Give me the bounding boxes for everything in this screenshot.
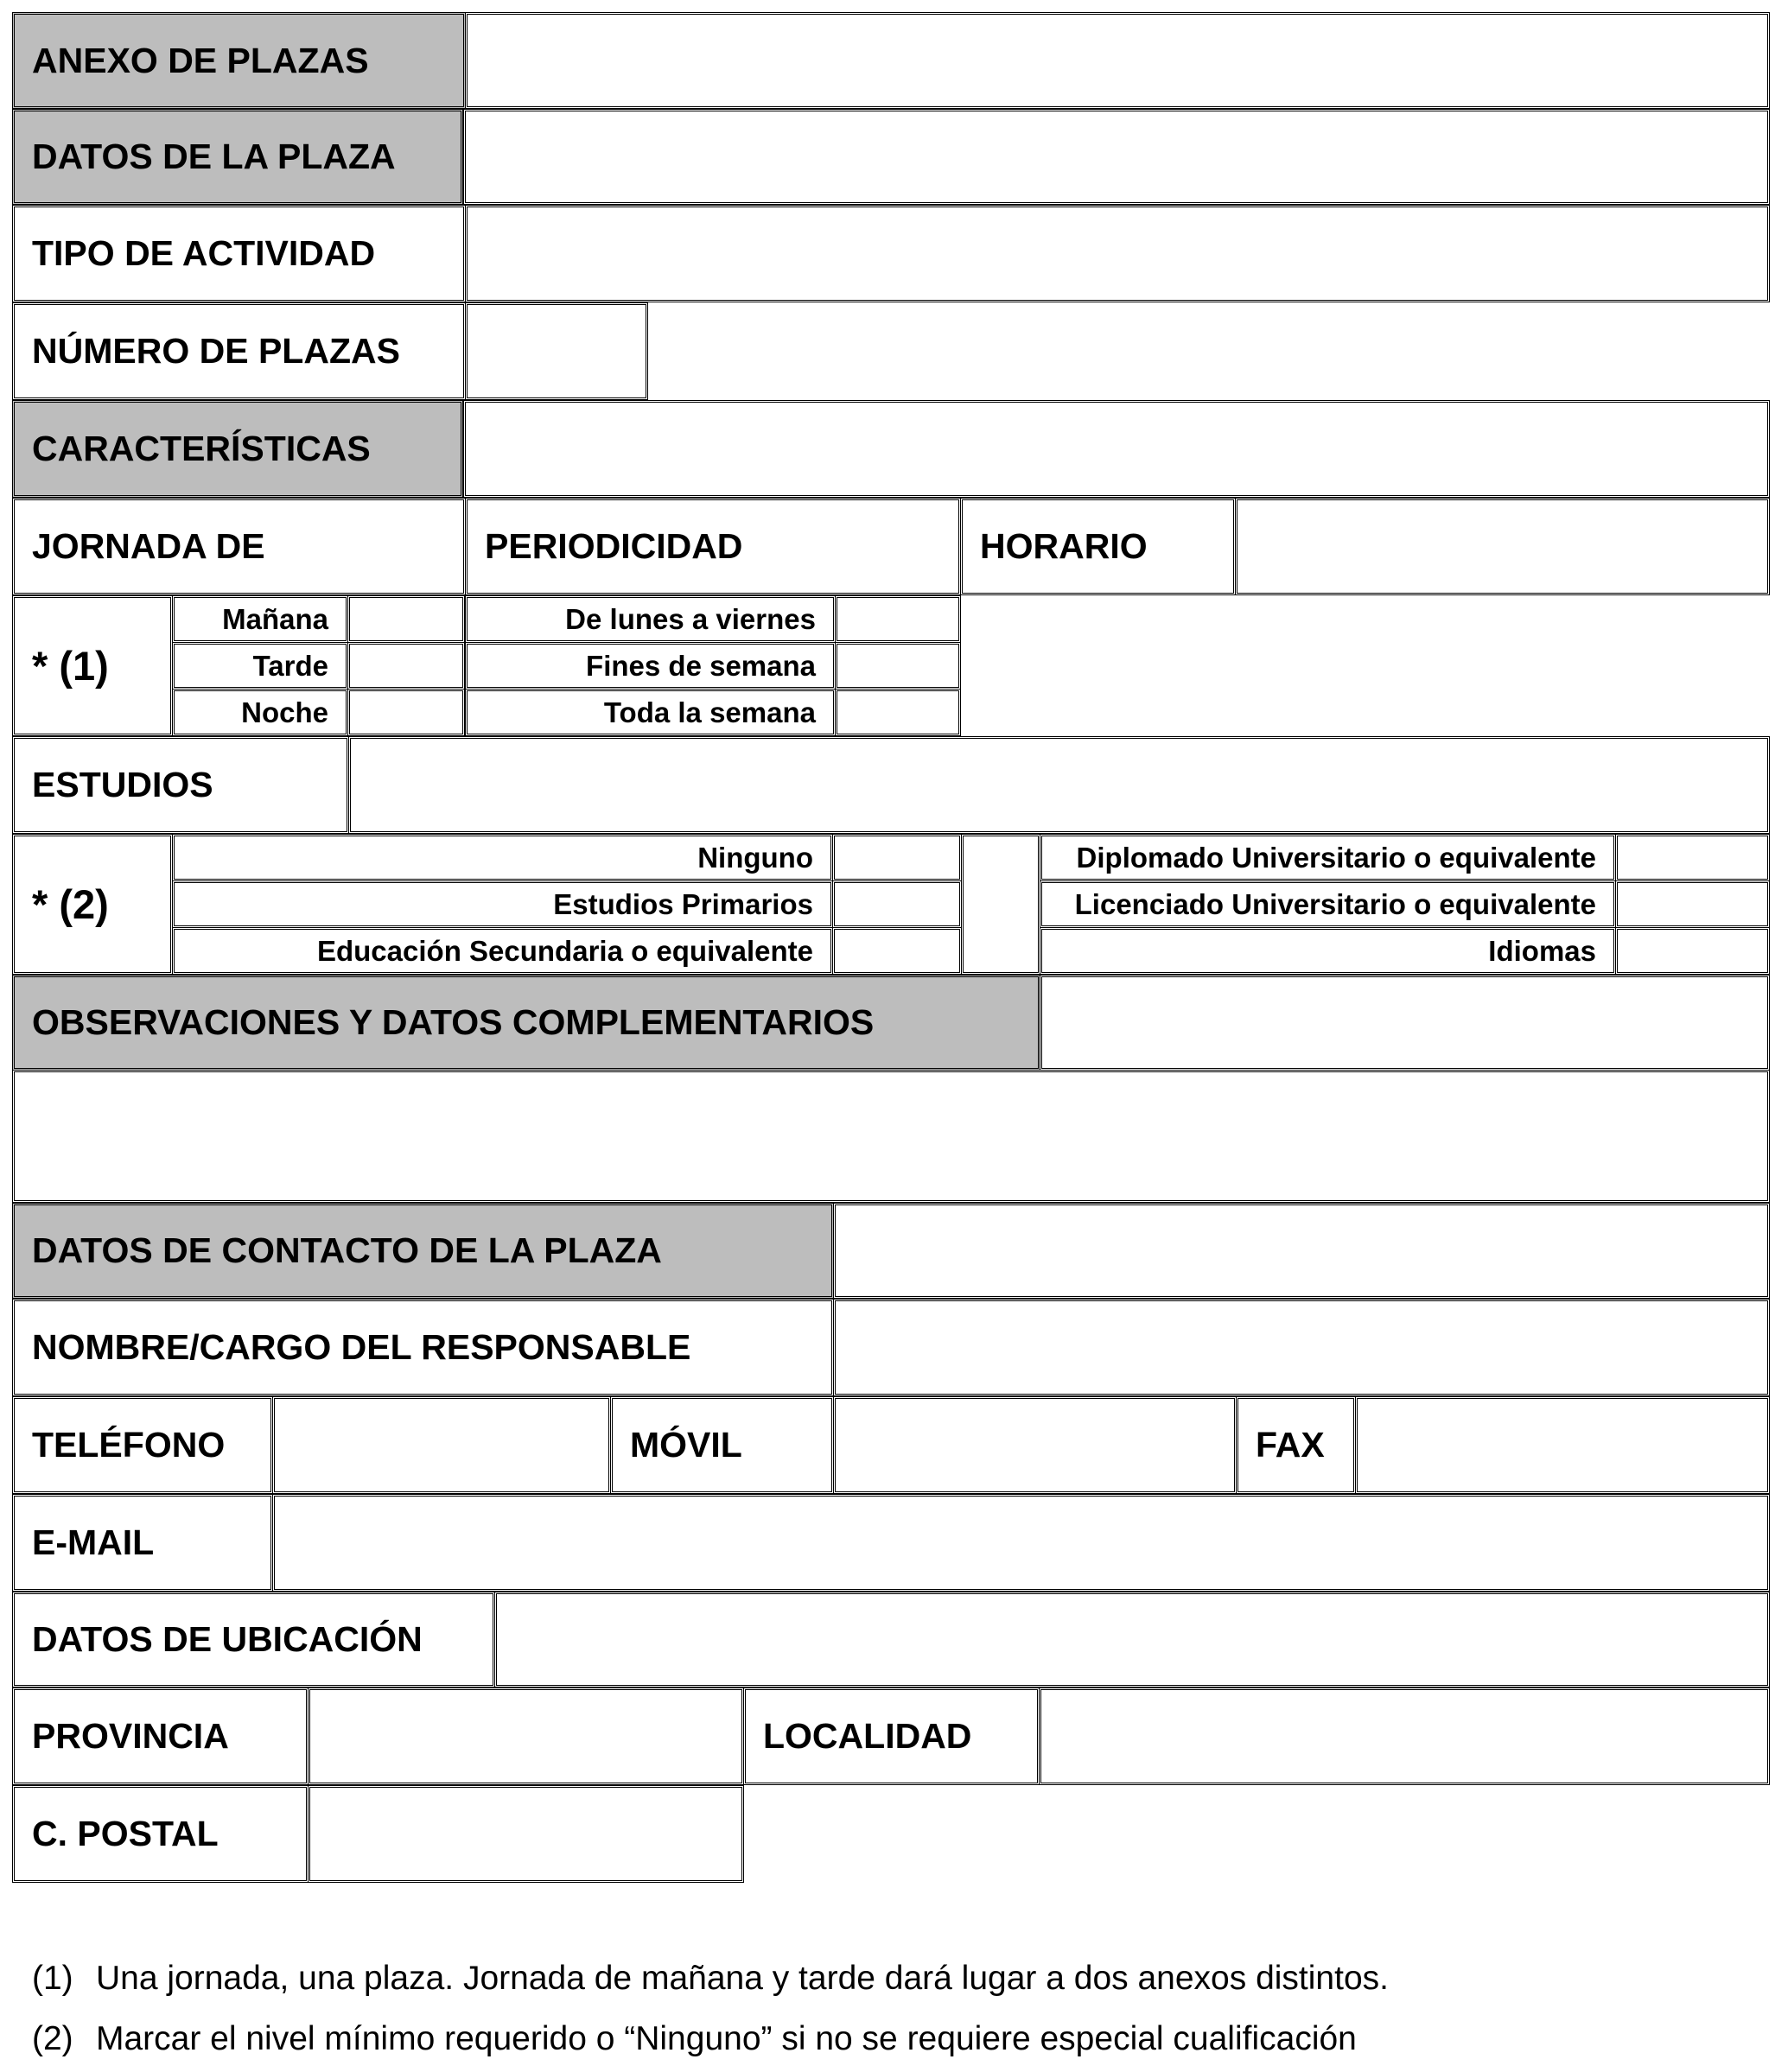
jornada-manana-label: Mañana bbox=[172, 595, 348, 643]
caracteristicas-label: CARACTERÍSTICAS bbox=[12, 400, 463, 498]
estudios-primarios-checkbox[interactable] bbox=[832, 880, 962, 928]
tipo-actividad-label: TIPO DE ACTIVIDAD bbox=[12, 205, 466, 302]
contacto-label: DATOS DE CONTACTO DE LA PLAZA bbox=[12, 1203, 834, 1299]
telefono-field[interactable] bbox=[272, 1396, 611, 1494]
jornada-tarde-label: Tarde bbox=[172, 642, 348, 690]
responsable-field[interactable] bbox=[833, 1299, 1770, 1396]
anexo-label: ANEXO DE PLAZAS bbox=[12, 12, 466, 109]
estudios-licenciado-checkbox[interactable] bbox=[1615, 880, 1770, 928]
postal-field[interactable] bbox=[308, 1785, 744, 1883]
telefono-label: TELÉFONO bbox=[12, 1396, 273, 1494]
observaciones-header-field[interactable] bbox=[1040, 975, 1770, 1071]
periodicidad-toda-semana-checkbox[interactable] bbox=[835, 689, 961, 736]
tipo-actividad-field[interactable] bbox=[465, 205, 1770, 302]
footnote-2 bbox=[32, 2020, 1357, 2058]
observaciones-field[interactable] bbox=[12, 1070, 1770, 1203]
estudios-secundaria-checkbox[interactable] bbox=[832, 927, 962, 975]
datos-plaza-label: DATOS DE LA PLAZA bbox=[12, 109, 463, 205]
footnote-1-number: (1) bbox=[32, 1960, 73, 1997]
estudios-secundaria-label: Educación Secundaria o equivalente bbox=[172, 927, 833, 975]
horario-label: HORARIO bbox=[960, 498, 1236, 595]
footnote-1-text: Una jornada, una plaza. Jornada de mañana y tarde dará lugar a dos anexos distintos. bbox=[96, 1960, 1389, 1997]
periodicidad-lunes-viernes-label: De lunes a viernes bbox=[465, 595, 836, 643]
email-label: E-MAIL bbox=[12, 1494, 273, 1592]
estudios-primarios-label: Estudios Primarios bbox=[172, 880, 833, 928]
periodicidad-fines-semana-checkbox[interactable] bbox=[835, 642, 961, 690]
jornada-noche-checkbox[interactable] bbox=[347, 689, 465, 736]
movil-field[interactable] bbox=[833, 1396, 1237, 1494]
datos-plaza-field[interactable] bbox=[463, 109, 1770, 205]
responsable-label: NOMBRE/CARGO DEL RESPONSABLE bbox=[12, 1299, 834, 1396]
postal-label: C. POSTAL bbox=[12, 1785, 309, 1883]
periodicidad-fines-semana-label: Fines de semana bbox=[465, 642, 836, 690]
estudios-ninguno-checkbox[interactable] bbox=[832, 834, 962, 881]
movil-label: MÓVIL bbox=[610, 1396, 834, 1494]
localidad-label: LOCALIDAD bbox=[743, 1687, 1040, 1785]
numero-plazas-field[interactable] bbox=[465, 302, 648, 400]
contacto-field[interactable] bbox=[833, 1203, 1770, 1299]
estudios-licenciado-label: Licenciado Universitario o equivalente bbox=[1040, 880, 1616, 928]
estudios-spacer bbox=[961, 834, 1040, 975]
footnote-1 bbox=[32, 1960, 1389, 1998]
provincia-label: PROVINCIA bbox=[12, 1687, 309, 1785]
ubicacion-label: DATOS DE UBICACIÓN bbox=[12, 1592, 495, 1687]
observaciones-label: OBSERVACIONES Y DATOS COMPLEMENTARIOS bbox=[12, 975, 1040, 1071]
estudios-note-marker: * (2) bbox=[12, 834, 173, 975]
numero-plazas-label: NÚMERO DE PLAZAS bbox=[12, 302, 466, 400]
periodicidad-toda-semana-label: Toda la semana bbox=[465, 689, 836, 736]
jornada-manana-checkbox[interactable] bbox=[347, 595, 465, 643]
fax-field[interactable] bbox=[1355, 1396, 1770, 1494]
fax-label: FAX bbox=[1236, 1396, 1356, 1494]
periodicidad-lunes-viernes-checkbox[interactable] bbox=[835, 595, 961, 643]
ubicacion-field[interactable] bbox=[494, 1592, 1770, 1687]
jornada-tarde-checkbox[interactable] bbox=[347, 642, 465, 690]
localidad-field[interactable] bbox=[1039, 1687, 1770, 1785]
anexo-field[interactable] bbox=[465, 12, 1770, 109]
footnote-2-number: (2) bbox=[32, 2020, 73, 2057]
jornada-noche-label: Noche bbox=[172, 689, 348, 736]
caracteristicas-field[interactable] bbox=[463, 400, 1770, 498]
provincia-field[interactable] bbox=[308, 1687, 744, 1785]
jornada-note-marker: * (1) bbox=[12, 595, 173, 736]
jornada-label: JORNADA DE bbox=[12, 498, 466, 595]
estudios-ninguno-label: Ninguno bbox=[172, 834, 833, 881]
estudios-idiomas-checkbox[interactable] bbox=[1615, 927, 1770, 975]
horario-field[interactable] bbox=[1235, 498, 1770, 595]
estudios-diplomado-label: Diplomado Universitario o equivalente bbox=[1040, 834, 1616, 881]
periodicidad-label: PERIODICIDAD bbox=[465, 498, 961, 595]
email-field[interactable] bbox=[272, 1494, 1770, 1592]
footnote-2-text: Marcar el nivel mínimo requerido o “Ninguno” si no se requiere especial cualificación bbox=[96, 2020, 1357, 2057]
estudios-idiomas-label: Idiomas bbox=[1040, 927, 1616, 975]
estudios-label: ESTUDIOS bbox=[12, 736, 349, 834]
estudios-field[interactable] bbox=[348, 736, 1770, 834]
estudios-diplomado-checkbox[interactable] bbox=[1615, 834, 1770, 881]
